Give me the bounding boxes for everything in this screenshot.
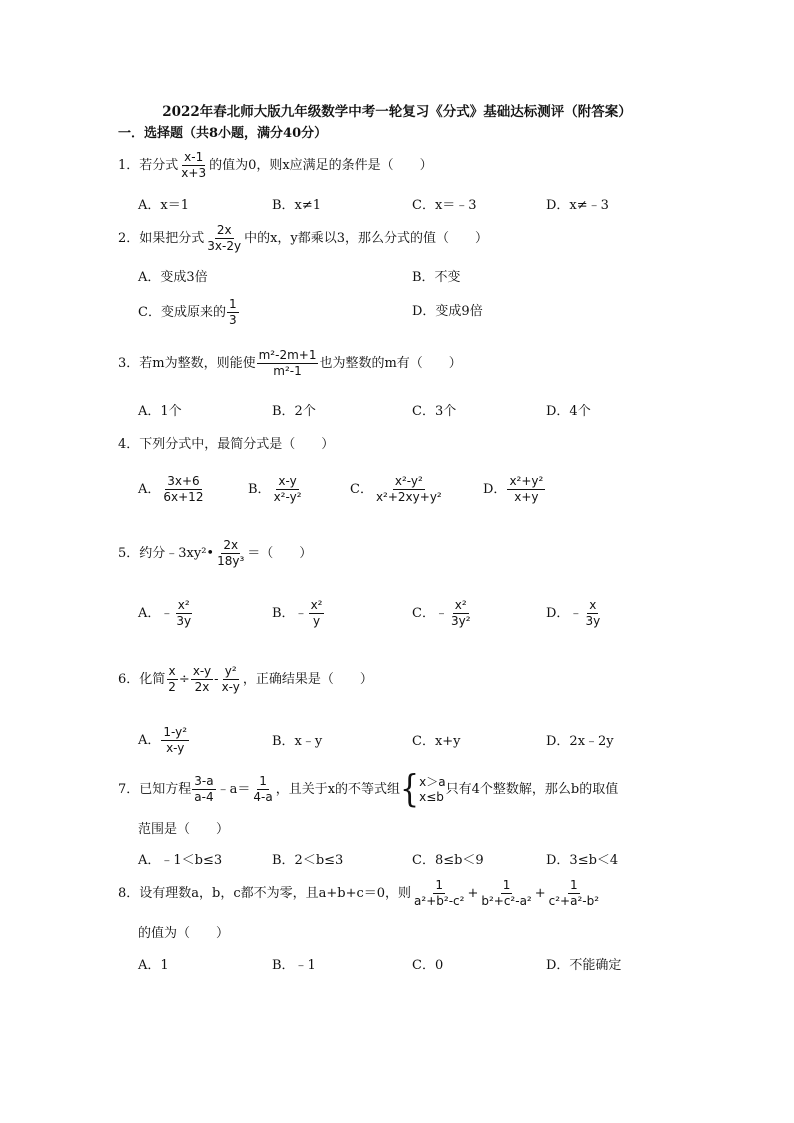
q7-option-b: B．2＜b≤3	[272, 853, 344, 868]
question-1	[118, 150, 433, 181]
q2-option-a: A．变成3倍	[138, 270, 208, 285]
fraction: $\frac{\text{x²}}{3y}$	[176, 598, 192, 628]
q3-option-c: C．3个	[412, 404, 457, 419]
fraction: $\frac{\text{m²-2m+1}}{\text{m²-1}}$	[258, 348, 317, 378]
fraction: $\frac{x-1}{x+3}$	[181, 150, 207, 180]
fraction: $\frac{x}{3y}$	[585, 598, 601, 628]
fraction: $\frac{1}{\text{c²+a²-b²}}$	[548, 878, 600, 908]
q5-option-d: D．﹣ $\frac{x}{3y}$	[546, 598, 601, 628]
fraction: $\frac{\text{x²+y²}}{x+y}$	[509, 474, 544, 504]
fraction: $\frac{2x}{\text{18y³}}$	[217, 538, 245, 568]
question-2: 2．如果把分式 $\frac{2x}{3x-2y}$ 中的x，y都乘以3，那么分式的值（ ）	[118, 223, 489, 253]
fraction: $\frac{2x}{3x-2y}$	[207, 223, 242, 253]
question-8-continued: 的值为（ ）	[138, 926, 230, 941]
fraction: $\frac{\text{x²}}{y}$	[310, 598, 323, 628]
q3-option-d: D．4个	[546, 404, 591, 419]
q6-option-c: C．x+y	[412, 734, 461, 749]
fraction: $\frac{\text{x²-y²}}{\text{x²+2xy+y²}}$	[375, 474, 442, 504]
q4-option-b: B． $\frac{x-y}{\text{x²-y²}}$	[248, 474, 302, 504]
q5-option-b: B．﹣ $\frac{\text{x²}}{y}$	[272, 598, 323, 628]
question-5: 5．约分﹣3xy²• $\frac{2x}{\text{18y³}}$ ＝（ ）	[118, 538, 313, 568]
q6-option-b: B．x﹣y	[272, 734, 323, 749]
fraction: $\frac{x-y}{\text{x²-y²}}$	[273, 474, 302, 504]
q8-option-c: C．0	[412, 958, 444, 973]
document-title: 2022年春北师大版九年级数学中考一轮复习《分式》基础达标测评（附答案）	[162, 104, 632, 120]
q5-option-a: A．﹣ $\frac{\text{x²}}{3y}$	[138, 598, 192, 628]
question-3: 3．若m为整数，则能使 $\frac{\text{m²-2m+1}}{\text{m²-1}}$ 也为整数的m有（ ）	[118, 348, 462, 378]
question-1-text-end: 的值为0，则x应满足的条件是（ ）	[209, 158, 433, 173]
q3-option-a: A．1个	[138, 404, 182, 419]
q7-option-a: A．﹣1＜b≤3	[138, 853, 223, 868]
inequality-system: x＞a x≤b	[419, 774, 446, 804]
section-heading: 一．选择题（共8小题，满分40分）	[118, 126, 328, 141]
q8-option-d: D．不能确定	[546, 958, 622, 973]
q2-option-b: B．不变	[412, 270, 461, 285]
q5-option-c: C．﹣ $\frac{\text{x²}}{\text{3y²}}$	[412, 598, 471, 628]
q8-option-a: A．1	[138, 958, 169, 973]
q8-option-b: B．﹣1	[272, 958, 316, 973]
fraction: $\frac{\text{y²}}{x-y}$	[221, 664, 240, 694]
fraction: $\frac{x-y}{2x}$	[192, 664, 212, 694]
fraction: $\frac{\text{1-y²}}{x-y}$	[163, 725, 188, 755]
q7-option-c: C．8≤b＜9	[412, 853, 484, 868]
q1-option-d: D．x≠﹣3	[546, 198, 609, 213]
question-4: 4．下列分式中，最简分式是（ ）	[118, 437, 335, 452]
question-1-text: 1．若分式	[118, 158, 179, 173]
q2-option-d: D．变成9倍	[412, 304, 483, 319]
question-6: 6．化简 $\frac{x}{2}$ ÷ $\frac{x-y}{2x}$ - $\frac{\text{y²}}{x-y}$ ，正确结果是（ ）	[118, 664, 373, 694]
q4-option-d: D． $\frac{\text{x²+y²}}{x+y}$	[483, 474, 544, 504]
q4-option-c: C． $\frac{\text{x²-y²}}{\text{x²+2xy+y²}}$	[350, 474, 442, 504]
q6-option-a: A． $\frac{\text{1-y²}}{x-y}$	[138, 725, 188, 755]
q1-option-b: B．x≠1	[272, 198, 322, 213]
q1-option-a: A．x＝1	[138, 198, 189, 213]
fraction: $\frac{\text{x²}}{\text{3y²}}$	[450, 598, 471, 628]
fraction: $\frac{x}{2}$	[168, 664, 176, 694]
q4-option-a: A． $\frac{3x+6}{6x+12}$	[138, 474, 204, 504]
q3-option-b: B．2个	[272, 404, 316, 419]
q6-option-d: D．2x﹣2y	[546, 734, 614, 749]
fraction: $\frac{3-a}{a-4}$	[194, 774, 214, 804]
left-brace-icon: {	[400, 767, 420, 811]
question-7: 7．已知方程 $\frac{3-a}{a-4}$ ﹣a＝ $\frac{1}{4-a}$ ，且关于x的不等式组{ x＞a x≤b 只有4个整数解，那么b的取值	[118, 767, 619, 811]
fraction: $\frac{1}{3}$	[228, 297, 237, 327]
question-8: 8．设有理数a，b，c都不为零，且a+b+c＝0，则 $\frac{1}{\text{a²+b²-c²}}$ + $\frac{1}{\text{b²+c²-a²}}$ + $\frac{1}{\text{c²+a²-b²}}$	[118, 878, 600, 908]
fraction: $\frac{3x+6}{6x+12}$	[163, 474, 204, 504]
fraction: $\frac{1}{4-a}$	[253, 774, 273, 804]
fraction: $\frac{1}{\text{a²+b²-c²}}$	[414, 878, 465, 908]
q7-option-d: D．3≤b＜4	[546, 853, 619, 868]
fraction: $\frac{1}{\text{b²+c²-a²}}$	[481, 878, 532, 908]
question-7-continued: 范围是（ ）	[138, 822, 230, 837]
q1-option-c: C．x＝﹣3	[412, 198, 477, 213]
q2-option-c: C．变成原来的 $\frac{1}{3}$	[138, 297, 237, 327]
